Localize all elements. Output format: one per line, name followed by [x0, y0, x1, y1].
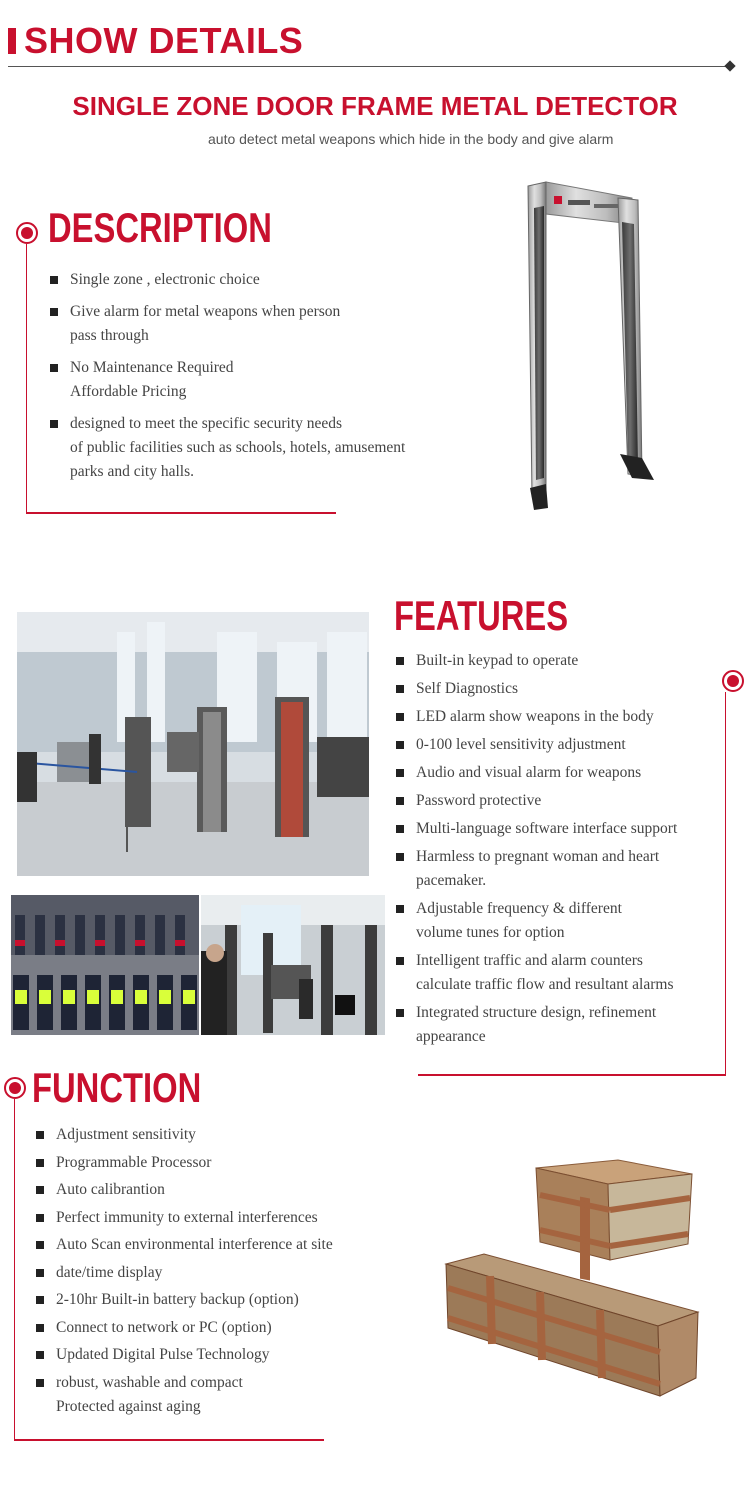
product-subtitle: auto detect metal weapons which hide in the body and give alarm [208, 131, 614, 147]
feature-item [396, 705, 716, 729]
product-title: SINGLE ZONE DOOR FRAME METAL DETECTOR [72, 91, 678, 121]
function-heading: FUNCTION [32, 1064, 202, 1111]
function-list [36, 1123, 396, 1419]
feature-item [396, 1001, 716, 1049]
function-item-text: date/time display [56, 1263, 163, 1281]
function-item-text: Protected against aging [56, 1397, 201, 1415]
feature-item-text: appearance [416, 1028, 486, 1045]
description-item-text: pass through [70, 327, 149, 344]
feature-item [396, 677, 716, 701]
feature-item-text: LED alarm show weapons in the body [416, 708, 654, 725]
description-item-text: No Maintenance Required [70, 359, 234, 376]
function-item-text: robust, washable and compact [56, 1373, 243, 1391]
function-item [36, 1288, 396, 1312]
description-heading: DESCRIPTION [48, 204, 272, 251]
wooden-crates-image [440, 1150, 702, 1400]
description-item [50, 300, 450, 348]
airport-checkpoint-photo [17, 612, 369, 876]
feature-item-text: Harmless to pregnant woman and heart [416, 848, 660, 865]
function-item-text: Auto Scan environmental interference at site [56, 1236, 333, 1253]
function-item [36, 1343, 396, 1367]
function-marker-icon [4, 1077, 26, 1099]
header-divider [8, 66, 732, 67]
function-item-text: Programmable Processor [56, 1153, 212, 1171]
features-list [396, 649, 716, 1049]
function-item [36, 1233, 396, 1257]
feature-item [396, 897, 716, 945]
divider-diamond-icon [724, 60, 735, 71]
feature-item-text: Adjustable frequency & different [416, 900, 622, 917]
function-item-text: Perfect immunity to external interferences [56, 1208, 318, 1226]
feature-item [396, 845, 716, 893]
office-checkpoint-photo [201, 895, 385, 1035]
description-item [50, 356, 450, 404]
description-item-text: parks and city halls. [70, 463, 194, 480]
page-title-rest: SHOW DETAILS [24, 20, 304, 61]
function-item [36, 1371, 396, 1419]
features-marker-icon [722, 670, 744, 692]
description-item-text: Affordable Pricing [70, 383, 187, 400]
feature-item-text: Intelligent traffic and alarm counters [416, 952, 643, 969]
feature-item-text: pacemaker. [416, 872, 487, 889]
function-item-text: Updated Digital Pulse Technology [56, 1346, 270, 1363]
description-frame-bottom [26, 512, 336, 514]
metal-detector-image [520, 178, 660, 510]
feature-item-text: Audio and visual alarm for weapons [416, 764, 642, 781]
feature-item-text: Password protective [416, 792, 542, 809]
function-item-text: Adjustment sensitivity [56, 1126, 196, 1143]
feature-item [396, 949, 716, 997]
function-item [36, 1123, 396, 1147]
feature-item [396, 761, 716, 785]
feature-item [396, 649, 716, 673]
header-accent-bar [8, 28, 16, 54]
page-title [24, 20, 303, 62]
security-guards-photo [11, 895, 199, 1035]
function-frame-left [14, 1099, 15, 1441]
feature-item [396, 789, 716, 813]
features-frame-bottom [418, 1074, 726, 1076]
function-item [36, 1261, 396, 1285]
description-item [50, 268, 450, 292]
function-item [36, 1151, 396, 1175]
description-item-text: Give alarm for metal weapons when person [70, 303, 341, 320]
description-marker-icon [16, 222, 38, 244]
description-item [50, 412, 450, 484]
feature-item-text: Multi-language software interface support [416, 820, 678, 837]
function-item-text: Connect to network or PC (option) [56, 1318, 272, 1336]
description-list [50, 268, 450, 484]
function-item [36, 1206, 396, 1230]
description-frame-left [26, 244, 27, 514]
feature-item-text: Self Diagnostics [416, 680, 519, 697]
feature-item [396, 733, 716, 757]
feature-item-text: 0-100 level sensitivity adjustment [416, 736, 626, 753]
function-item [36, 1316, 396, 1340]
feature-item-text: calculate traffic flow and resultant alarms [416, 976, 674, 993]
function-item-text: Auto calibrantion [56, 1181, 165, 1198]
features-frame-right [725, 692, 726, 1076]
feature-item-text: Built-in keypad to operate [416, 652, 579, 669]
description-item-text: Single zone , electronic choice [70, 271, 260, 288]
function-frame-bottom [14, 1439, 324, 1441]
description-item-text: of public facilities such as schools, hotels, amusement [70, 439, 406, 456]
feature-item-text: volume tunes for option [416, 924, 565, 941]
feature-item [396, 817, 716, 841]
function-item-text: 2-10hr Built-in battery backup (option) [56, 1291, 299, 1308]
description-item-text: designed to meet the specific security needs [70, 415, 343, 432]
function-item [36, 1178, 396, 1202]
features-heading: FEATURES [394, 592, 569, 639]
feature-item-text: Integrated structure design, refinement [416, 1004, 657, 1021]
